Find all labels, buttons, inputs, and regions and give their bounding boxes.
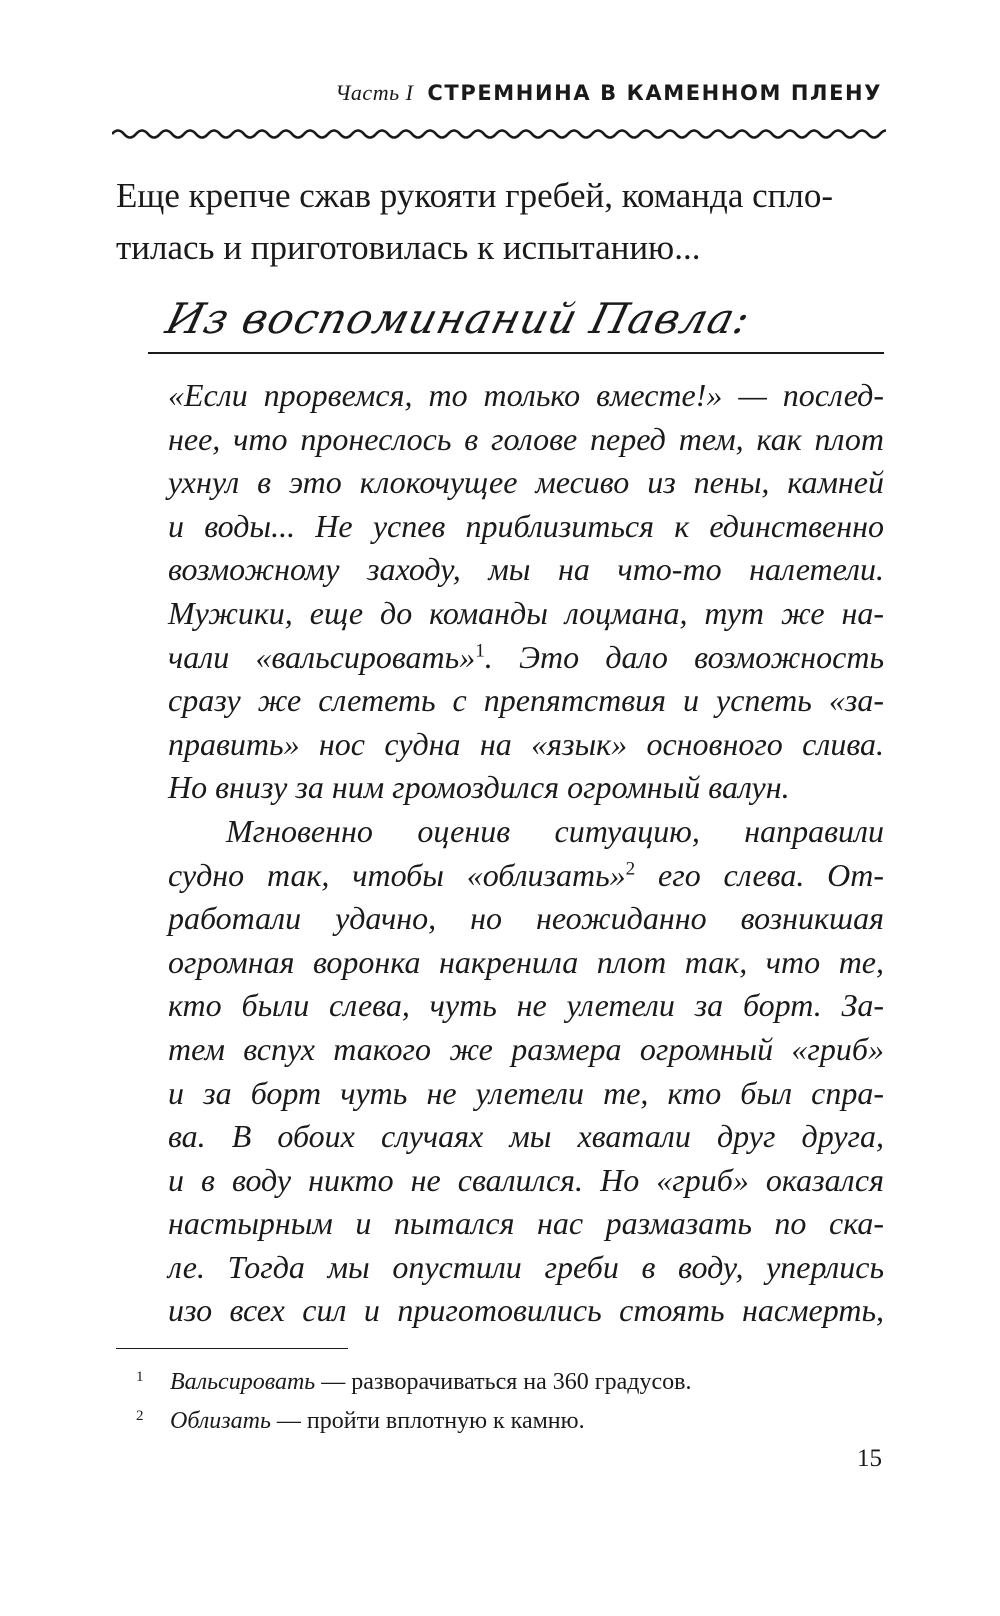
footnote-definition: — разворачиваться на 360 градусов. [315, 1369, 692, 1395]
intro-paragraph [116, 170, 886, 274]
memoir-line: Но внизу за ним громоздился огромный валун. [168, 769, 790, 806]
handwritten-heading: Из воспоминаний Павла: [161, 294, 756, 343]
memoir-text [168, 374, 884, 1333]
footnote [136, 1399, 896, 1438]
footnote-ref-2: 2 [625, 857, 636, 879]
wavy-divider [112, 124, 886, 144]
memoir-line: и в воду никто не свалился. Но «гриб» оказался [168, 1161, 884, 1198]
footnote-definition: — пройти вплотную к камню. [270, 1408, 585, 1434]
footnote-term: Вальсировать [170, 1369, 316, 1395]
page-number: 15 [857, 1445, 882, 1472]
memoir-line: Мужики, еще до команды лоцмана, тут же на- [168, 594, 884, 631]
footnote-ref-1: 1 [475, 639, 485, 661]
memoir-line-tail: . Это дало возможность [484, 638, 885, 675]
memoir-line: ва. В обоих случаях мы хватали друг друга, [168, 1118, 884, 1155]
memoir-line: кто были слева, чуть не улетели за борт. За- [168, 987, 884, 1024]
memoir-line: возможному заходу, мы на что-то налетели. [168, 551, 884, 588]
heading-rule [148, 352, 884, 354]
memoir-line: и за борт чуть не улетели те, кто был спра- [168, 1074, 884, 1111]
memoir-line: Мгновенно оценив ситуацию, направили [226, 812, 884, 849]
footnote-number: 1 [136, 1369, 144, 1385]
intro-line: тилась и приготовилась к испытанию... [116, 228, 701, 267]
running-head-title: СТРЕМНИНА В КАМЕННОМ ПЛЕНУ [427, 81, 882, 105]
memoir-line: ухнул в это клокочущее месиво из пены, камней [168, 464, 884, 501]
memoir-line: тем вспух такого же размера огромный «гриб» [168, 1030, 884, 1067]
memoir-line-tail: его слева. От- [635, 856, 884, 893]
memoir-line: «Если прорвемся, то только вместе!» — послед- [168, 377, 884, 413]
memoir-line [168, 636, 884, 680]
footnote-rule [116, 1348, 348, 1349]
footnote-number: 2 [136, 1408, 144, 1424]
memoir-line: настырным и пытался нас размазать по ска- [168, 1205, 884, 1242]
memoir-line: нее, что пронеслось в голове перед тем, как плот [168, 420, 884, 457]
intro-line: Еще крепче сжав рукояти гребей, команда спло- [116, 176, 833, 215]
memoir-line: править» нос судна на «язык» основного слива. [168, 725, 884, 762]
memoir-line: работали удачно, но неожиданно возникшая [168, 900, 884, 937]
memoir-line-text: чали «вальсировать» [168, 638, 476, 675]
running-head [335, 82, 882, 104]
running-head-part: Часть I [335, 80, 414, 105]
footnotes [136, 1360, 896, 1438]
memoir-line [168, 854, 884, 898]
memoir-line: изо всех сил и приготовились стоять насмерть, [168, 1292, 884, 1329]
memoir-line: сразу же слететь с препятствия и успеть «за- [168, 682, 884, 719]
memoir-line: и воды... Не успев приблизиться к единственно [168, 507, 884, 544]
memoir-line: ле. Тогда мы опустили греби в воду, уперлись [168, 1248, 884, 1285]
footnote [136, 1360, 896, 1399]
memoir-line-text: судно так, чтобы «облизать» [168, 856, 626, 893]
memoir-line: огромная воронка накренила плот так, что те, [168, 943, 884, 980]
footnote-term: Облизать [170, 1408, 271, 1434]
